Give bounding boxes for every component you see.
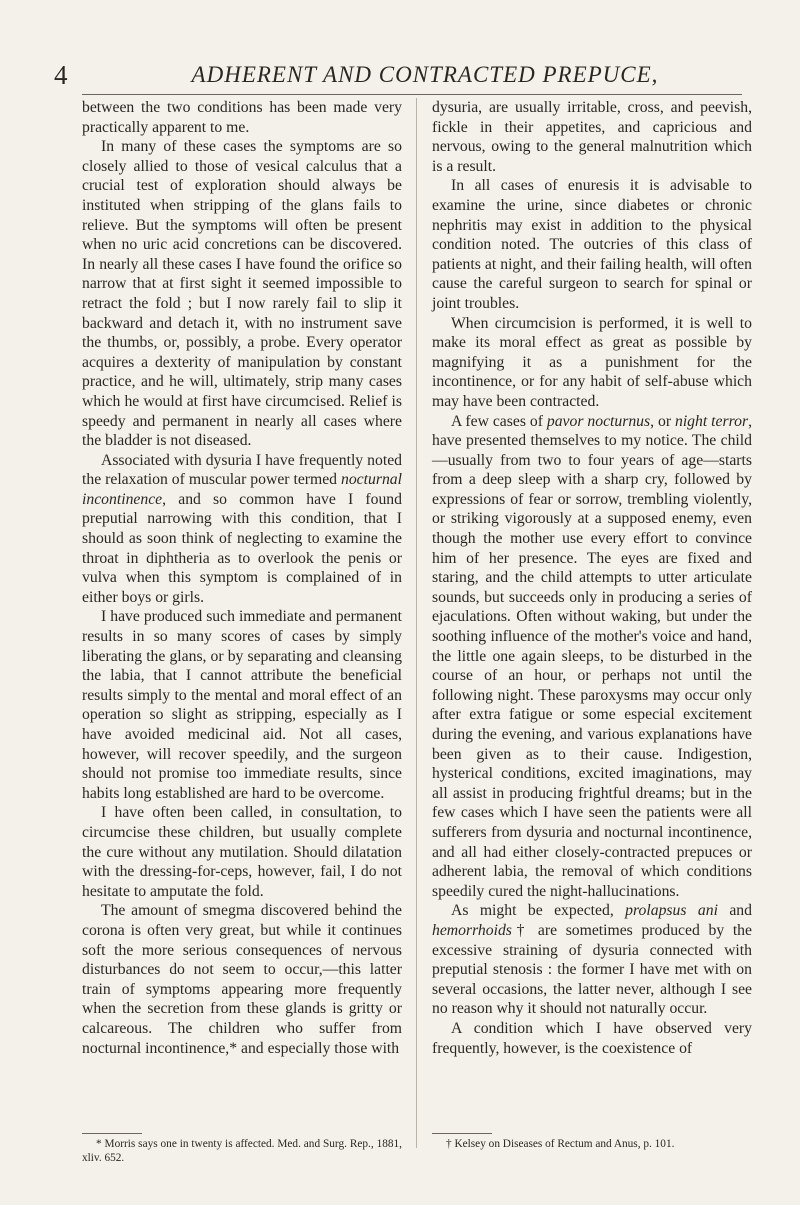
paragraph: When circumcision is performed, it is well to make its moral effect as great as possible by magnifying it as a punishment for the incontinence, or for any habit of self-abuse which may have been contracted. <box>432 314 752 410</box>
header-rule <box>82 94 742 95</box>
text-run: As might be expected, <box>451 902 626 920</box>
right-column <box>432 98 752 1058</box>
paragraph <box>432 901 752 1019</box>
footnote-rule-right <box>432 1133 492 1134</box>
paragraph: between the two conditions has been made very practically apparent to me. <box>82 99 402 136</box>
footnote-rule-left <box>82 1133 142 1134</box>
paragraph <box>82 451 402 608</box>
text-run: and <box>717 902 752 920</box>
text-run: A few cases of <box>451 412 547 430</box>
text-run: † are sometimes produced by the excessive straining of dysuria connected with preputial stenosis : the former I have met with on several occasions, the latter never, although I see no reason why it should not naturally occur. <box>432 921 752 1018</box>
paragraph: In many of these cases the symptoms are so closely allied to those of vesical calculus that a crucial test of exploration should always be instituted when stripping of the glans fails to relieve. But the symptoms will often be present when no uric acid concretions can be discovered. In nearly all these cases I have found the orifice so narrow that at first sight it seemed impossible to retract the fold ; but I now rarely fail to slip it backward and detach it, with no instrument save the thumbs, or, possibly, a probe. Every operator acquires a dexterity of manipulation by constant practice, and he will, ultimately, strip many cases which he would at first have circumcised. Relief is speedy and permanent in nearly all cases where the bladder is not diseased. <box>82 138 402 450</box>
italic-term: hemorrhoids <box>432 921 512 939</box>
text-run: , have presented themselves to my notice. The child—usually from two to four years of age—starts from a deep sleep with a sharp cry, followed by expressions of fear or sorrow, trembling violently, or striking vigorously at a supposed enemy, even though the mother use every effort to convince him of her presence. The eyes are fixed and staring, and the child attempts to utter articulate sounds, but succeeds only in producing a series of ejaculations. Often without waking, but under the soothing influence of the mother's voice and hand, the little one again sleeps, to be disturbed in the course of an hour, or perhaps not until the following night. These paroxysms may occur only after extra fatigue or some especial excitement during the evening, and various explanations have been given as to their cause. Indigestion, hysterical conditions, excited imaginations, may all assist in producing frightful dreams; but in the few cases which I have seen the patients were all sufferers from dysuria and nocturnal incontinence, and all had either closely-contracted prepuces or adherent labia, the removal of which conditions speedily cured the night-hallucinations. <box>432 412 752 900</box>
paragraph: dysuria, are usually irritable, cross, and peevish, fickle in their appetites, and capricious and nervous, owing to the general malnutrition which is a result. <box>432 99 752 175</box>
paragraph: A condition which I have observed very frequently, however, is the coexistence of <box>432 1019 752 1057</box>
left-column <box>82 98 402 1058</box>
text-run: , or <box>650 412 675 430</box>
running-head: ADHERENT AND CONTRACTED PREPUCE, <box>191 62 659 87</box>
text-run: Associated with dysuria I have frequently noted the relaxation of muscular power termed <box>82 451 402 489</box>
italic-term: prolapsus ani <box>625 902 718 920</box>
page-number: 4 <box>54 60 68 90</box>
paragraph: I have often been called, in consultation, to circumcise these children, but usually complete the cure without any mutilation. Should dilatation with the dressing-for-ceps, however, fail, I do not hesitate to amputate the fold. <box>82 804 402 900</box>
footnote-right <box>432 1137 752 1151</box>
paragraph: In all cases of enuresis it is advisable to examine the urine, since diabetes or chronic nephritis may exist in addition to the physical condition noted. The outcries of this class of patients at night, and their failing health, will often cause the careful surgeon to search for spinal or joint troubles. <box>432 177 752 312</box>
column-rule <box>416 98 417 1148</box>
paragraph: The amount of smegma discovered behind the corona is often very great, but while it continues soft the more serious consequences of nervous disturbances do not seem to occur,—this latter train of symptoms appearing more frequently when the secretion from these glands is gritty or calcareous. The children who suffer from nocturnal incontinence,* and especially those with <box>82 902 402 1057</box>
paragraph: I have produced such immediate and permanent results in so many scores of cases by simply liberating the glans, or by separating and cleansing the labia, that I cannot attribute the beneficial results simply to the mental and moral effect of an operation so slight as stripping, especially as I have avoided medicinal aid. Not all cases, however, will recover speedily, and the surgeon should not promise too immediate results, since habits long established are hard to be overcome. <box>82 608 402 802</box>
footnote-text: * Morris says one in twenty is affected. Med. and Surg. Rep., 1881, xliv. 652. <box>82 1138 402 1164</box>
footnote-text: † Kelsey on Diseases of Rectum and Anus, p. 101. <box>446 1138 675 1150</box>
footnote-left <box>82 1137 402 1165</box>
italic-term: night terror <box>674 412 749 430</box>
paragraph <box>432 412 752 902</box>
text-run: , and so common have I found preputial narrowing with this condition, that I should as soon think of neglecting to examine the throat in diphtheria as to overlook the penis or vulva when this symptom is complained of in either boys or girls. <box>82 490 402 606</box>
italic-term: nocturnal incontinence <box>82 471 402 508</box>
italic-term: pavor nocturnus <box>546 412 651 430</box>
